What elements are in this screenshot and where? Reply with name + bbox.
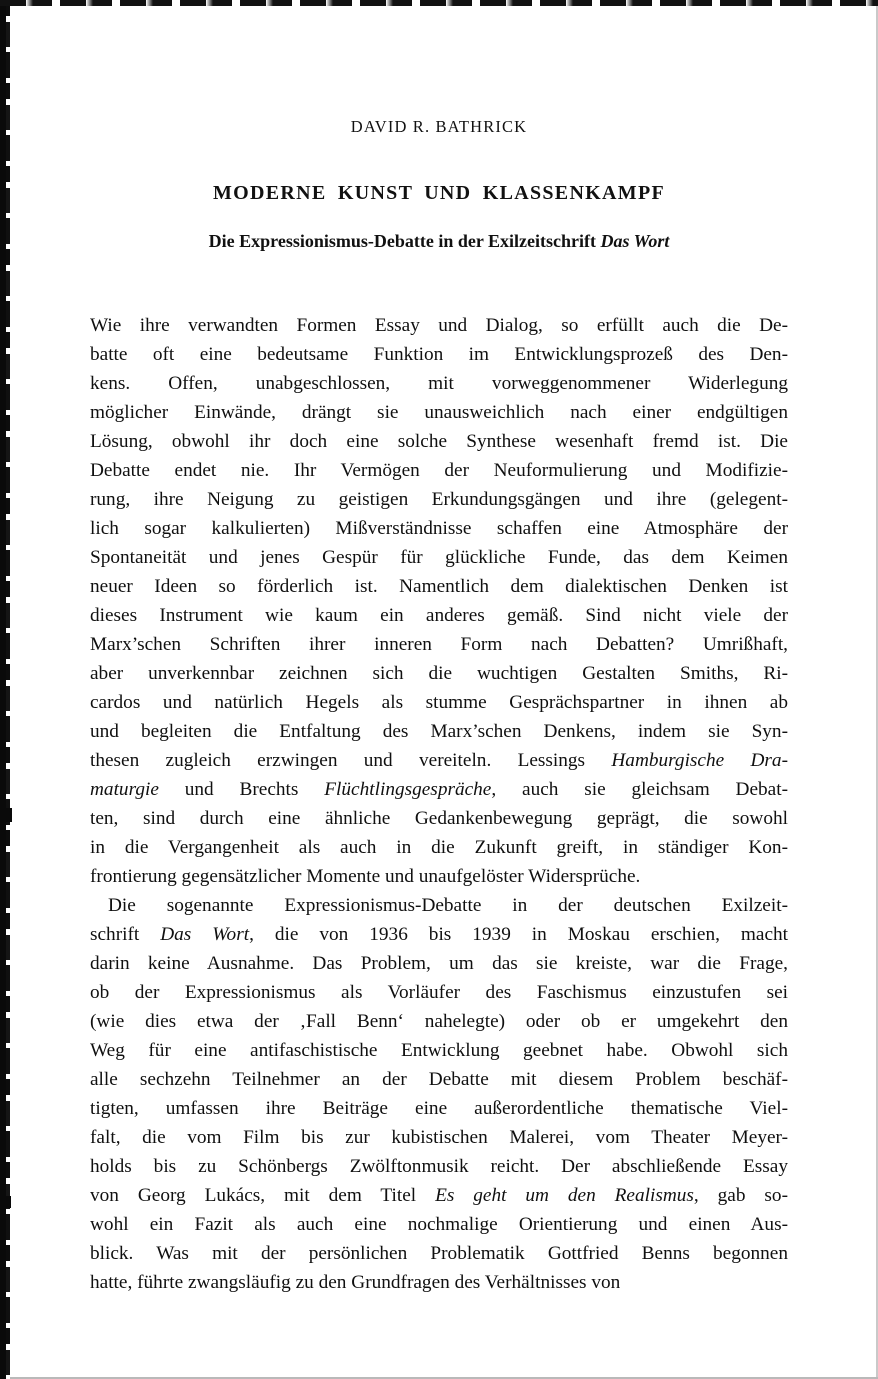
body-line [90, 543, 788, 572]
body-text: dieses Instrument wie kaum ein anderes gemäß. Sind nicht viele der [90, 604, 788, 626]
body-text: thesen zugleich erzwingen und vereiteln. Lessings [90, 749, 612, 771]
body-text: Marx’schen Schriften ihrer inneren Form nach Debatten? Umrißhaft, [90, 633, 788, 655]
body-line [90, 427, 788, 456]
body-line [90, 630, 788, 659]
article-body [90, 311, 788, 1297]
body-line [90, 1152, 788, 1181]
page-content [90, 0, 788, 1297]
body-text: von Georg Lukács, mit dem Titel [90, 1184, 436, 1206]
italic-work-title: Hamburgische Dra- [611, 749, 788, 771]
body-line [90, 340, 788, 369]
body-line [90, 1065, 788, 1094]
scan-edge-left-blob-lower [0, 1196, 11, 1208]
body-text: Wie ihre verwandten Formen Essay und Dialog, so erfüllt auch die De- [90, 314, 788, 336]
body-text: , die von 1936 bis 1939 in Moskau erschien, macht [249, 923, 789, 945]
body-text: und begleiten die Entfaltung des Marx’schen Denkens, indem sie Syn- [90, 720, 788, 742]
body-line [90, 456, 788, 485]
italic-work-title: Flüchtlingsgespräche [324, 778, 492, 800]
body-text: alle sechzehn Teilnehmer an der Debatte mit diesem Problem beschäf- [90, 1068, 788, 1090]
body-line [90, 1181, 788, 1210]
body-text: , auch sie gleichsam Debat- [491, 778, 789, 800]
italic-work-title: maturgie [90, 778, 159, 800]
scan-edge-left-artifact [0, 0, 7, 1379]
body-text: (wie dies etwa der ‚Fall Benn‘ nahelegte) oder ob er umgekehrt den [90, 1010, 788, 1032]
body-text: hatte, führte zwangsläufig zu den Grundfragen des Verhältnisses von [90, 1271, 621, 1293]
scan-edge-top-artifact [0, 0, 878, 6]
body-line [90, 978, 788, 1007]
body-line [90, 311, 788, 340]
body-line [90, 1036, 788, 1065]
body-line [90, 1210, 788, 1239]
body-line [90, 1094, 788, 1123]
body-line [90, 920, 788, 949]
body-line [90, 804, 788, 833]
body-line [90, 746, 788, 775]
scan-edge-left-blob-upper [0, 808, 12, 822]
body-text: in die Vergangenheit als auch in die Zukunft greift, in ständiger Kon- [90, 836, 788, 858]
body-line [90, 833, 788, 862]
body-text: batte oft eine bedeutsame Funktion im Entwicklungsprozeß des Den- [90, 343, 788, 365]
body-text: ob der Expressionismus als Vorläufer des Faschismus einzustufen sei [90, 981, 788, 1003]
body-text: falt, die vom Film bis zur kubistischen Malerei, vom Theater Meyer- [90, 1126, 788, 1148]
article-subtitle-journal-title: Das Wort [600, 231, 670, 252]
body-line [90, 572, 788, 601]
body-text: , gab so- [693, 1184, 788, 1206]
body-line [90, 891, 788, 920]
body-text: blick. Was mit der persönlichen Problematik Gottfried Benns begonnen [90, 1242, 788, 1264]
body-line [90, 688, 788, 717]
body-text: ten, sind durch eine ähnliche Gedankenbewegung geprägt, die sowohl [90, 807, 788, 829]
body-text: Debatte endet nie. Ihr Vermögen der Neuformulierung und Modifizie- [90, 459, 788, 481]
article-subtitle [90, 231, 788, 253]
body-line [90, 398, 788, 427]
body-text: möglicher Einwände, drängt sie unausweichlich nach einer endgültigen [90, 401, 788, 423]
italic-work-title: Das Wort [160, 923, 250, 945]
italic-work-title: Es geht um den Realismus [435, 1184, 694, 1206]
body-text: frontierung gegensätzlicher Momente und unaufgelöster Widersprüche. [90, 865, 641, 887]
body-line [90, 862, 788, 891]
body-text: wohl ein Fazit als auch eine nochmalige Orientierung und einen Aus- [90, 1213, 788, 1235]
body-text: schrift [90, 923, 161, 945]
body-line [90, 775, 788, 804]
body-line [90, 1239, 788, 1268]
body-text: cardos und natürlich Hegels als stumme Gesprächspartner in ihnen ab [90, 691, 788, 713]
paragraph-2 [90, 891, 788, 1297]
body-text: und Brechts [158, 778, 325, 800]
body-text: Die sogenannte Expressionismus-Debatte in der deutschen Exilzeit- [108, 894, 788, 916]
body-line [90, 485, 788, 514]
body-text: Lösung, obwohl ihr doch eine solche Synthese wesenhaft fremd ist. Die [90, 430, 788, 452]
body-line [90, 949, 788, 978]
body-line [90, 601, 788, 630]
body-text: aber unverkennbar zeichnen sich die wuchtigen Gestalten Smiths, Ri- [90, 662, 788, 684]
body-line [90, 1123, 788, 1152]
body-line [90, 717, 788, 746]
author-byline: DAVID R. BATHRICK [350, 117, 528, 136]
body-text: neuer Ideen so förderlich ist. Namentlich dem dialektischen Denken ist [90, 575, 788, 597]
body-text: kens. Offen, unabgeschlossen, mit vorweggenommener Widerlegung [90, 372, 788, 394]
article-subtitle-text: Die Expressionismus-Debatte in der Exilzeitschrift [208, 231, 601, 252]
body-line [90, 514, 788, 543]
body-text: Weg für eine antifaschistische Entwicklung geebnet habe. Obwohl sich [90, 1039, 788, 1061]
body-text: Spontaneität und jenes Gespür für glückliche Funde, das dem Keimen [90, 546, 788, 568]
body-line [90, 369, 788, 398]
body-text: darin keine Ausnahme. Das Problem, um das sie kreiste, war die Frage, [90, 952, 788, 974]
body-text: tigten, umfassen ihre Beiträge eine außerordentliche thematische Viel- [90, 1097, 788, 1119]
body-line [90, 1007, 788, 1036]
body-text: rung, ihre Neigung zu geistigen Erkundungsgängen und ihre (gelegent- [90, 488, 788, 510]
page-title: MODERNE KUNST UND KLASSENKAMPF [213, 182, 665, 205]
paragraph-1 [90, 311, 788, 891]
body-line [90, 659, 788, 688]
body-text: lich sogar kalkulierten) Mißverständnisse schaffen eine Atmosphäre der [90, 517, 788, 539]
body-text: holds bis zu Schönbergs Zwölftonmusik reicht. Der abschließende Essay [90, 1155, 788, 1177]
body-line [90, 1268, 788, 1297]
